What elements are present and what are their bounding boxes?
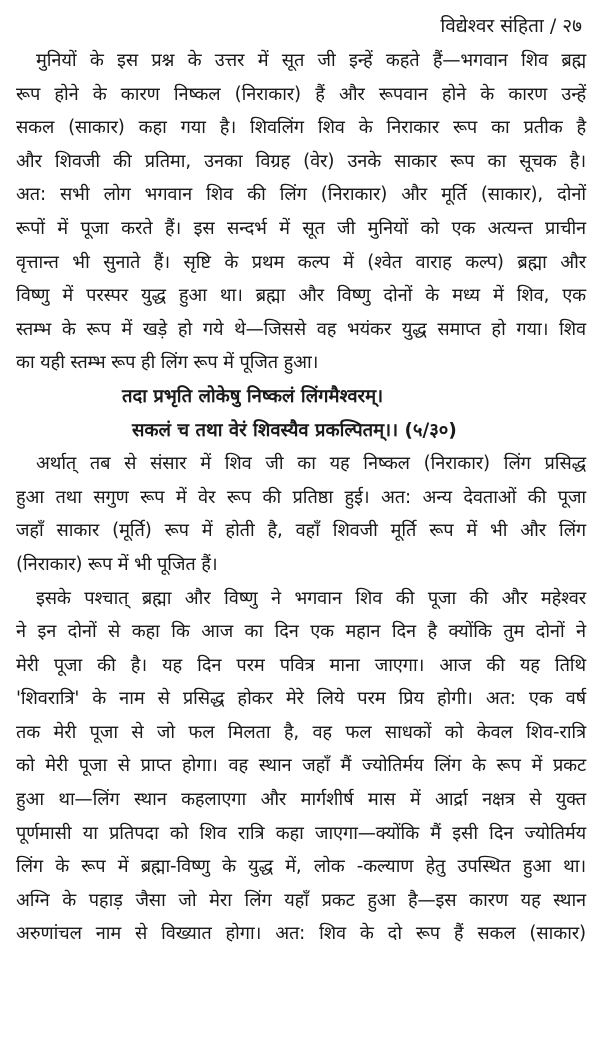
header-separator: / bbox=[549, 15, 557, 37]
text-line: का यही स्तम्भ रूप ही लिंग रूप में पूजित हुआ। bbox=[16, 352, 319, 374]
text-line: मुनियों के इस प्रश्न के उत्तर में सूत जी इन्हें कहते हैं—भगवान शिव ब्रह्म bbox=[36, 50, 586, 71]
text-line: विष्णु में परस्पर युद्ध हुआ था। ब्रह्मा और विष्णु दोनों के मध्य में शिव, एक bbox=[16, 285, 586, 307]
header-title: विद्येश्वर संहिता bbox=[440, 15, 544, 37]
text-line: (निराकार) रूप में भी पूजित हैं। bbox=[16, 553, 218, 575]
text-line: हुआ था—लिंग स्थान कहलाएगा और मार्गशीर्ष मास में आर्द्रा नक्षत्र से युक्त bbox=[16, 789, 586, 811]
paragraph-1 bbox=[16, 44, 586, 380]
verse-line-2: सकलं च तथा वेरं शिवस्यैव प्रकल्पितम्।। (५/३०) bbox=[132, 419, 457, 441]
page-number: २७ bbox=[562, 15, 582, 37]
text-line: रूपों में पूजा करते हैं। इस सन्दर्भ में सूत जी मुनियों को एक अत्यन्त प्राचीन bbox=[16, 217, 586, 239]
text-line: अरुणांचल नाम से विख्यात होगा। अत: शिव के दो रूप हैं सकल (साकार) bbox=[16, 923, 586, 945]
text-line: ने इन दोनों से कहा कि आज का दिन एक महान दिन है क्योंकि तुम दोनों ने bbox=[16, 621, 586, 643]
text-line: जहाँ साकार (मूर्ति) रूप में होती है, वहाँ शिवजी मूर्ति रूप में भी और लिंग bbox=[16, 520, 586, 542]
text-line: 'शिवरात्रि' के नाम से प्रसिद्ध होकर मेरे लिये परम प्रिय होगी। अत: एक वर्ष bbox=[16, 688, 586, 710]
text-line: वृत्तान्त भी सुनाते हैं। सृष्टि के प्रथम कल्प में (श्वेत वाराह कल्प) ब्रह्मा और bbox=[16, 251, 586, 273]
paragraph-2 bbox=[16, 447, 586, 581]
text-line: अत: सभी लोग भगवान शिव की लिंग (निराकार) और मूर्ति (साकार), दोनों bbox=[16, 184, 586, 206]
text-line: रूप होने के कारण निष्कल (निराकार) हैं और रूपवान होने के कारण उन्हें bbox=[16, 83, 586, 105]
text-line: अग्नि के पहाड़ जैसा जो मेरा लिंग यहाँ प्रकट हुआ है—इस कारण यह स्थान bbox=[16, 889, 586, 911]
text-line: हुआ तथा सगुण रूप में वेर रूप की प्रतिष्ठा हुई। अत: अन्य देवताओं की पूजा bbox=[16, 486, 586, 508]
text-line: तक मेरी पूजा से जो फल मिलता है, वह फल साधकों को केवल शिव-रात्रि bbox=[16, 721, 586, 743]
text-line: पूर्णमासी या प्रतिपदा को शिव रात्रि कहा जाएगा—क्योंकि मैं इसी दिन ज्योतिर्मय bbox=[16, 822, 586, 844]
paragraph-3 bbox=[16, 582, 586, 952]
text-line: इसके पश्चात् ब्रह्मा और विष्णु ने भगवान शिव की पूजा की और महेश्वर bbox=[36, 587, 586, 609]
text-line: सकल (साकार) कहा गया है। शिवलिंग शिव के निराकार रूप का प्रतीक है bbox=[16, 117, 586, 139]
text-line: मेरी पूजा की है। यह दिन परम पवित्र माना जाएगा। आज की यह तिथि bbox=[16, 654, 586, 676]
sanskrit-verse bbox=[16, 380, 586, 447]
text-line: लिंग के रूप में ब्रह्मा-विष्णु के युद्ध में, लोक -कल्याण हेतु उपस्थित हुआ था। bbox=[16, 856, 586, 878]
text-line: स्तम्भ के रूप में खड़े हो गये थे—जिससे वह भयंकर युद्ध समाप्त हो गया। शिव bbox=[16, 318, 586, 340]
text-line: और शिवजी की प्रतिमा, उनका विग्रह (वेर) उनके साकार रूप का सूचक है। bbox=[16, 150, 586, 172]
text-line: को मेरी पूजा से प्राप्त होगा। वह स्थान जहाँ मैं ज्योतिर्मय लिंग के रूप में प्रकट bbox=[16, 755, 586, 777]
text-line: अर्थात् तब से संसार में शिव जी का यह निष्कल (निराकार) लिंग प्रसिद्ध bbox=[36, 453, 586, 475]
running-header bbox=[16, 14, 586, 44]
verse-line-1: तदा प्रभृति लोकेषु निष्कलं लिंगमैश्वरम्। bbox=[122, 385, 384, 407]
